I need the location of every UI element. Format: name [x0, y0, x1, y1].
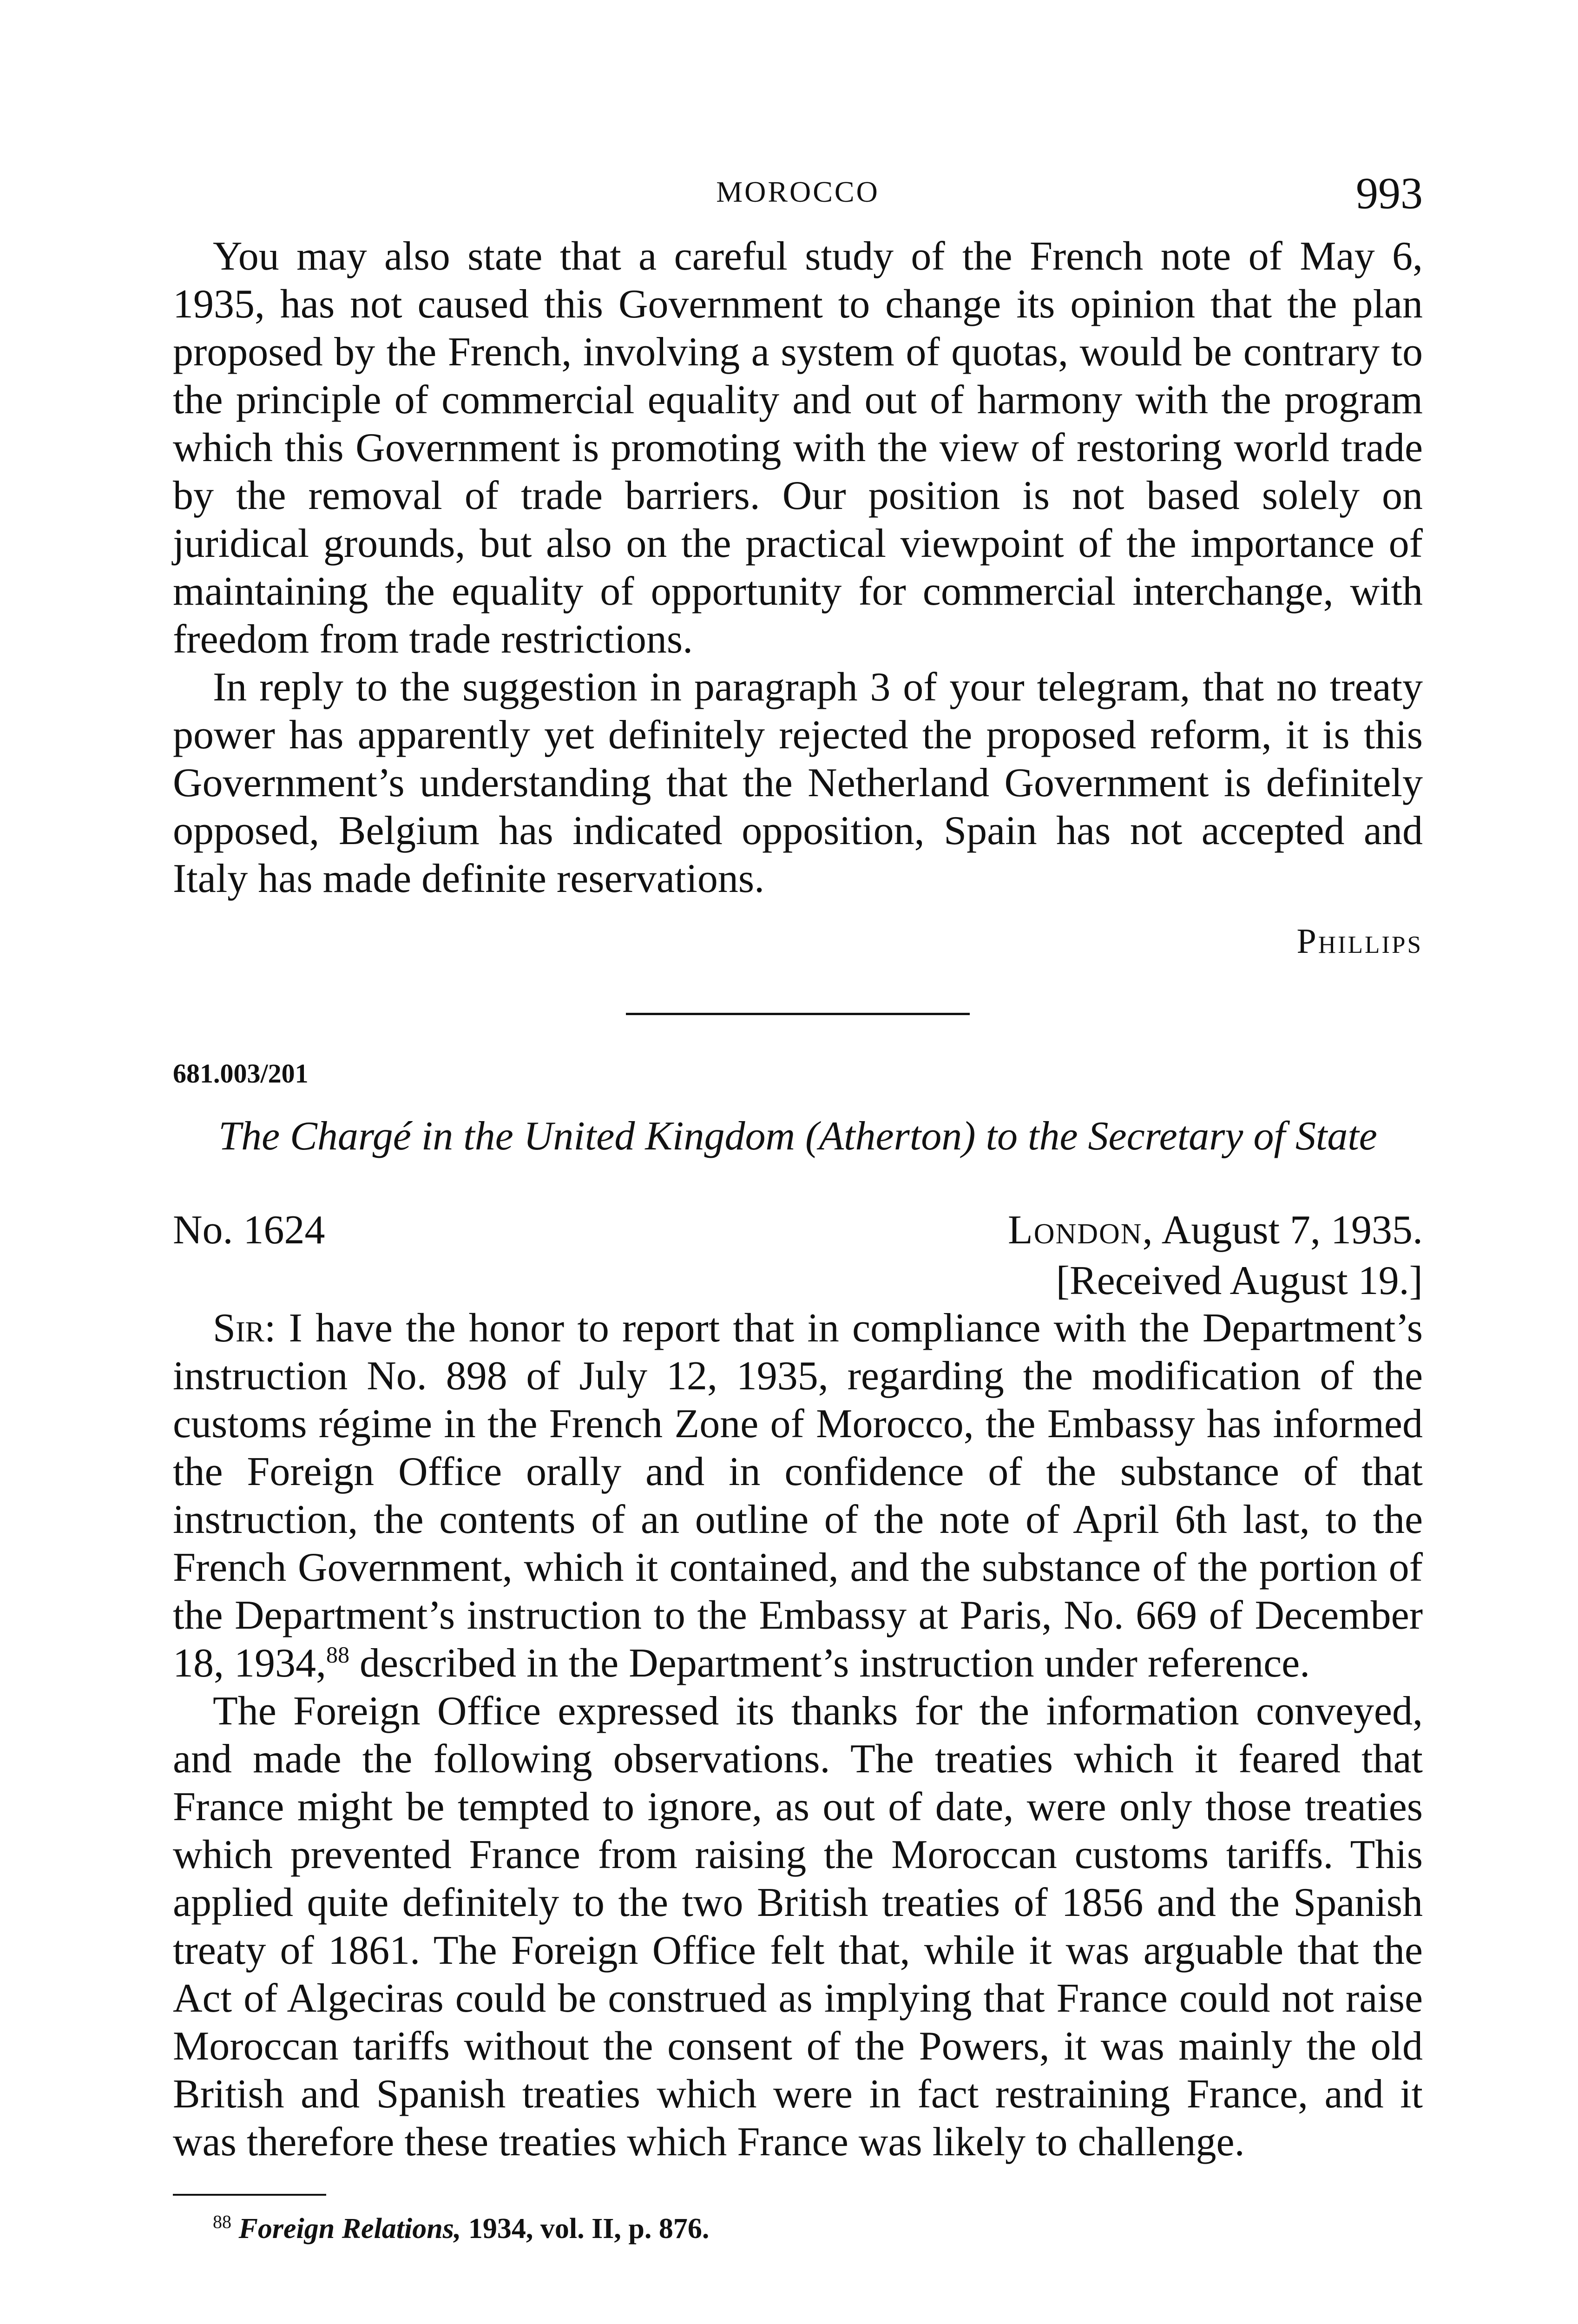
date: August 7, 1935. [1161, 1208, 1423, 1253]
section-divider [626, 1013, 970, 1015]
footnote-details: 1934, vol. II, p. 876. [461, 2213, 710, 2245]
letter-paragraph-1-text: I have the honor to report that in compliance with the Department’s instruction No. 898 of July 12, 1935, regarding the modification of the customs régime in the French Zone of Morocco, the Embassy has informed the Foreign Office orally and in confidence of the substance of that instruction, the contents of an outline of the note of April 6th last, to the French Government, which it contained, and the substance of the portion of the Department’s instruction to the Embassy at Paris, No. 669 of December 18, 1934, [173, 1306, 1423, 1686]
page-number: 993 [1356, 168, 1423, 218]
signature-phillips: Phillips [1296, 922, 1423, 961]
place: London, [1007, 1208, 1154, 1253]
salutation: Sir: [213, 1306, 276, 1351]
document-page [173, 167, 1423, 2245]
running-title: MOROCCO [716, 175, 880, 208]
file-number: 681.003/201 [173, 1058, 309, 1089]
footnote [173, 2212, 1423, 2245]
footnote-divider [173, 2194, 326, 2196]
footnote-reference: 88 [326, 1641, 349, 1668]
footnote-number: 88 [213, 2211, 231, 2232]
received-date: [Received August 19.] [1056, 1258, 1423, 1303]
dateline [173, 1207, 1423, 1258]
place-and-date [1008, 1207, 1423, 1254]
letter-paragraph-2: The Foreign Office expressed its thanks for the information conveyed, and made the following observations. The treaties which it feared that France might be tempted to ignore, as out of date, were only those treaties which prevented France from raising the Moroccan customs tariffs. This applied quite definitely to the two British treaties of 1856 and the Spanish treaty of 1861. The Foreign Office felt that, while it was arguable that the Act of Algeciras could be construed as implying that France could not raise Moroccan tariffs without the consent of the Powers, it was mainly the old British and Spanish treaties which were in fact restraining France, and it was therefore these treaties which France was likely to challenge. [173, 1689, 1423, 2165]
letter-paragraph-1 [173, 1304, 1423, 1687]
telegram-paragraph-2: In reply to the suggestion in paragraph 3 of your telegram, that no treaty power has apparently yet definitely rejected the proposed reform, it is this Government’s understanding that the Netherland Government is definitely opposed, Belgium has indicated opposition, Spain has not accepted and Italy has made definite reservations. [173, 665, 1423, 901]
footnote-source: Foreign Relations, [238, 2213, 461, 2245]
document-number: No. 1624 [173, 1208, 325, 1253]
letter-paragraph-1-end: described in the Department’s instruction under reference. [349, 1641, 1310, 1686]
telegram-paragraph-1: You may also state that a careful study of the French note of May 6, 1935, has not caused this Government to change its opinion that the plan proposed by the French, involving a system of quotas, would be contrary to the principle of commercial equality and out of harmony with the program which this Government is promoting with the view of restoring world trade by the removal of trade barriers. Our position is not based solely on juridical grounds, but also on the practical viewpoint of the importance of maintaining the equality of opportunity for commercial interchange, with freedom from trade restrictions. [173, 234, 1423, 662]
running-header [173, 167, 1423, 232]
document-title: The Chargé in the United Kingdom (Atherton) to the Secretary of State [218, 1114, 1377, 1159]
